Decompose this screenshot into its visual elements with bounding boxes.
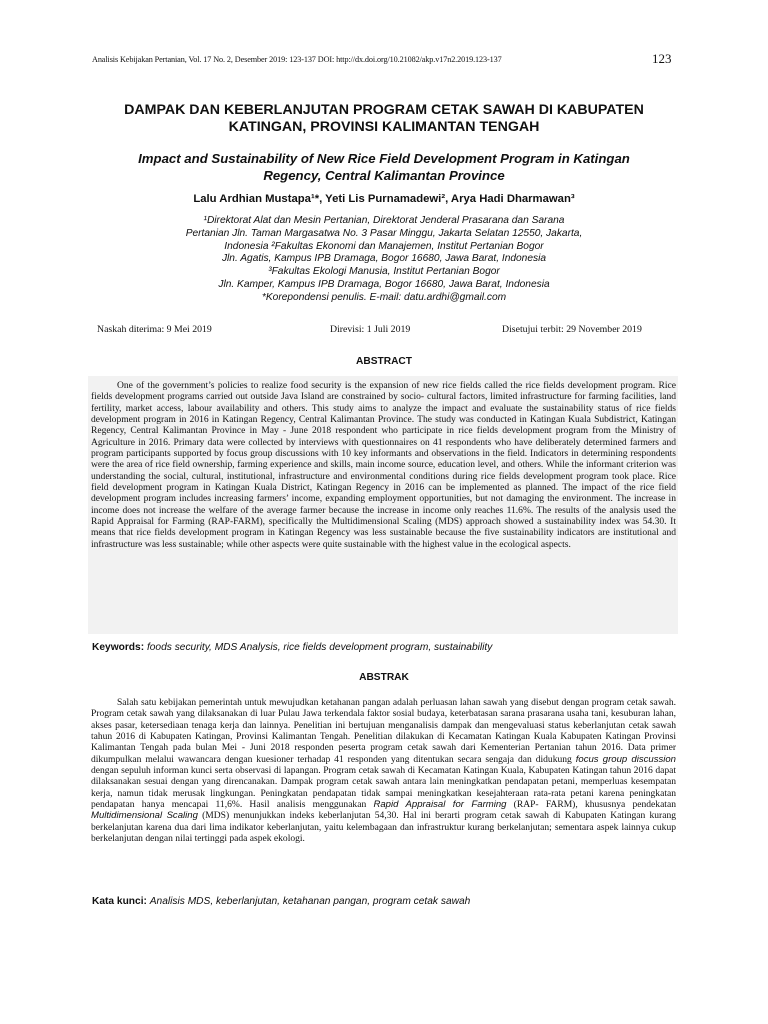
abstrak-body — [91, 697, 676, 844]
abstrak-heading: ABSTRAK — [359, 672, 409, 683]
abstrak-italic-term: focus group discussion — [575, 753, 676, 765]
affiliation-line: Jln. Agatis, Kampus IPB Dramaga, Bogor 16680, Jawa Barat, Indonesia — [221, 253, 547, 265]
kata-kunci-list: Analisis MDS, keberlanjutan, ketahanan pangan, program cetak sawah — [149, 896, 471, 907]
received-date: Naskah diterima: 9 Mei 2019 — [97, 324, 212, 335]
abstrak-text-part: (RAP- FARM), khususnya pendekatan — [506, 799, 676, 811]
affiliation-line: Pertanian Jln. Taman Margasatwa No. 3 Pasar Minggu, Jakarta Selatan 12550, Jakarta, — [185, 227, 583, 239]
title-en-line: Impact and Sustainability of New Rice Field Development Program in Katingan — [138, 151, 630, 166]
keywords-list: foods security, MDS Analysis, rice fields development program, sustainability — [146, 642, 493, 653]
keywords-label: Keywords: — [92, 642, 145, 653]
kata-kunci-label: Kata kunci: — [92, 896, 147, 907]
abstrak-text-part: Salah satu kebijakan pemerintah untuk mewujudkan ketahanan pangan adalah perluasan lahan sawah yang disebut dengan program cetak sawah. Program cetak sawah yang dilaksanakan di luar Pulau Jawa terkendala faktor sosial budaya, keterbatasan sarana prasarana usaha tani, kesuburan lahan, akses pasar, ketersediaan tenaga kerja dan lainnya. Penelitian ini bertujuan menganalisis dampak dan mengevaluasi status keberlanjutan cetak sawah tahun 2016 di Kabupaten Katingan, Provinsi Kalimantan Tengah. Penelitian dilakukan di Kecamatan Katingan Kuala Kabupaten Katingan Provinsi Kalimantan Tengah pada bulan Mei - Juni 2018 responden peserta program cetak sawah dari Kementerian Pertanian tahun 2016. Data primer dikumpulkan melalui wawancara dengan kuesioner terhadap 41 responden yang ditentukan secara sengaja dan didukung — [91, 697, 676, 765]
title-line: DAMPAK DAN KEBERLANJUTAN PROGRAM CETAK SAWAH DI KABUPATEN — [124, 102, 644, 118]
running-head: Analisis Kebijakan Pertanian, Vol. 17 No. 2, Desember 2019: 123-137 DOI: http://dx.doi.org/10.21082/akp.v17n2.2019.123-137 — [92, 55, 502, 64]
revised-date: Direvisi: 1 Juli 2019 — [330, 324, 411, 335]
accepted-date: Disetujui terbit: 29 November 2019 — [502, 324, 642, 335]
kata-kunci-line — [92, 896, 692, 907]
page-number: 123 — [652, 51, 672, 66]
abstrak-italic-term: Rapid Appraisal for Farming — [373, 799, 507, 811]
affiliation-line: Jln. Kamper, Kampus IPB Dramaga, Bogor 16680, Jawa Barat, Indonesia — [218, 278, 550, 290]
keywords-line — [92, 642, 692, 653]
affiliation-line: ¹Direktorat Alat dan Mesin Pertanian, Direktorat Jenderal Prasarana dan Sarana — [203, 215, 565, 226]
affiliation-line: ³Fakultas Ekologi Manusia, Institut Pertanian Bogor — [268, 266, 500, 278]
abstract-heading: ABSTRACT — [355, 356, 413, 367]
abstrak-text-part: dengan sepuluh informan kunci serta observasi di lapangan. Program cetak sawah di Kecamatan Katingan Kuala, Kabupaten Katingan tahun 2016 dapat dilaksanakan sesuai dengan yang direncanakan. Dampak program cetak sawah antara lain meningkatkan pendapatan petani, memperluas kesempatan kerja, namun tidak merusak lingkungan. Peningkatan pendapatan tidak sampai meningkatkan kesejahteraan rata-rata petani karena peningkatan pendapatan hanya mencapai 11,6%. Hasil analisis menggunakan — [91, 765, 676, 811]
author-list: Lalu Ardhian Mustapa¹*, Yeti Lis Purnamadewi², Arya Hadi Dharmawan³ — [193, 193, 575, 205]
affiliations — [120, 215, 648, 305]
abstrak-text-part: (MDS) menunjukkan indeks keberlanjutan 54,30. Hal ini berarti program cetak sawah di Kabupaten Katingan kurang berkelanjutan karena dua dari lima indikator keberlanjutan, yaitu kelembagaan dan infrastruktur kurang berkelanjutan; sementara aspek lainnya cukup berkelanjutan dengan nilai tertinggi pada aspek ekologi. — [91, 810, 676, 845]
article-title-english — [80, 150, 688, 184]
title-en-line: Regency, Central Kalimantan Province — [263, 168, 505, 183]
abstract-body: One of the government’s policies to realize food security is the expansion of new rice fields called the rice fields development program. Rice fields development programs carried out outside Java Island are constrained by socio- cultural factors, limited infrastructure for farming facilities, land fertility, market access, labour availability and others. This study aims to analyze the impact and evaluate the sustainability status of rice fields development program in 2016 in Katingan Regency, Central Kalimantan Province. The study was conducted in Katingan Kuala Subdistrict, Katingan Regency, Central Kalimantan Province in May - June 2018 respondent who participate in rice fields development program from the Ministry of Agriculture in 2016. Primary data were collected by interviews with questionnaires on 41 respondents who have deliberately determined farmers and program participants supported by focus group discussions with 10 key informants and observations in the field. Indicators in determining respondents were the area of rice field ownership, farming experience and skills, main income source, education level, and others. While the informant criterion was understanding the social, cultural, institutional, infrastructure and environmental conditions during rice fields development program took place. Rice field development program in Katingan Kuala District, Katingan Regency in 2016 can be implemented as planned. The impact of the rice field development program includes increasing farmers’ income, expanding employment opportunities, but not damaging the environment. The increase in income does not increase the welfare of the average farmer because the increase in income only reaches 11.6%. The results of the analysis used the Rapid Appraisal for Farming (RAP-FARM), specifically the Multidimensional Scaling (MDS) approach showed a sustainability index was 54.30. It means that rice fields development program in Katingan Regency was less sustainable because the five sustainability indicators are institutional and infrastructure was less sustainable; while other aspects were quite sustainable with the highest value in the ecological aspects. — [91, 380, 676, 550]
correspondence-email: *Korepondensi penulis. E-mail: datu.ardhi@gmail.com — [261, 291, 507, 303]
affiliation-line: Indonesia ²Fakultas Ekonomi dan Manajemen, Institut Pertanian Bogor — [224, 240, 544, 252]
article-title — [80, 102, 688, 136]
abstrak-italic-term: Multidimensional Scaling — [91, 810, 198, 822]
title-line: KATINGAN, PROVINSI KALIMANTAN TENGAH — [228, 119, 540, 135]
